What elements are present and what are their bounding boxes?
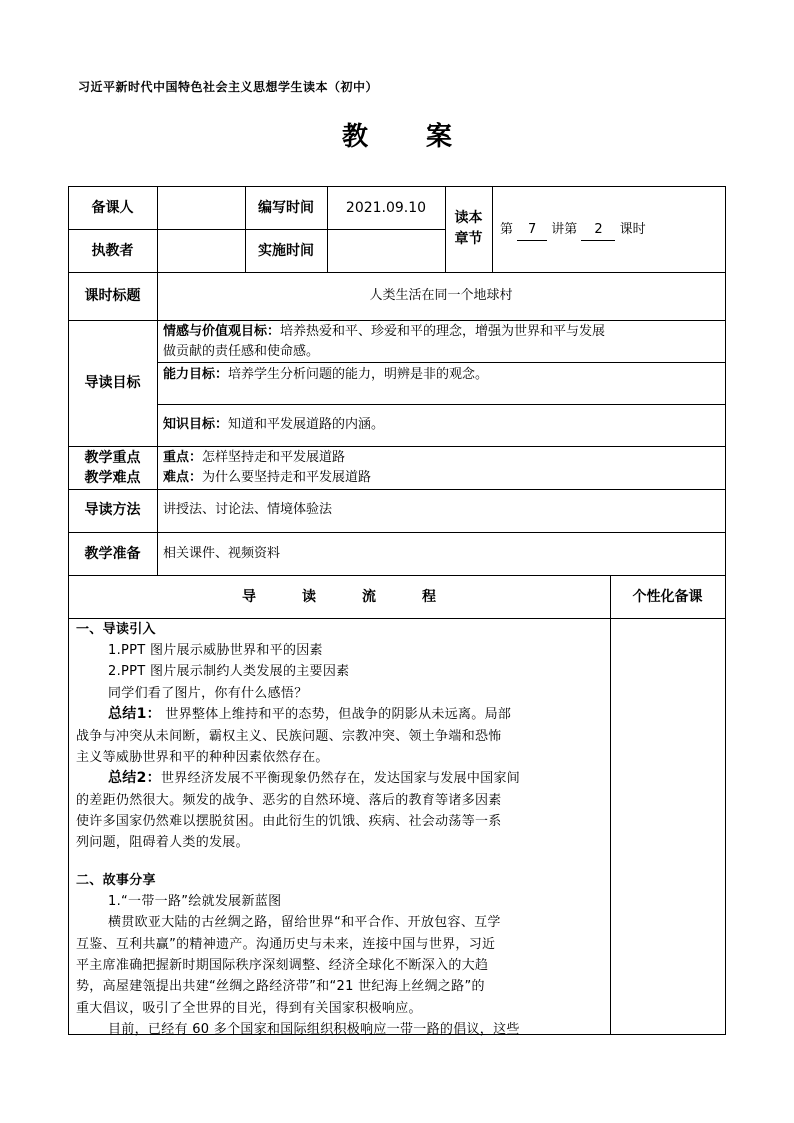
- preparer-label: 备课人: [91, 200, 134, 216]
- document-title: 教案: [341, 122, 510, 152]
- summary1-line2: 战争与冲突从未间断，霸权主义、民族问题、宗教冲突、领土争端和恐怖: [76, 729, 502, 744]
- difficult-point: [163, 468, 723, 488]
- row-divider: [68, 489, 726, 490]
- row-divider: [68, 272, 726, 273]
- row-divider: [68, 229, 445, 230]
- section2-title: 二、故事分享: [76, 873, 156, 888]
- summary2-line4: 列问题，阻碍着人类的发展。: [76, 835, 249, 850]
- key-point-label: 教学重点: [84, 450, 141, 466]
- methods-label: 导读方法: [84, 502, 141, 518]
- intro-item-1: 1.PPT 图片展示威胁世界和平的因素: [108, 643, 323, 658]
- ability-goal-text: 培养学生分析问题的能力，明辨是非的观念。: [228, 367, 489, 382]
- row-divider: [68, 532, 726, 533]
- summary2-label: 总结2：: [108, 770, 161, 786]
- knowledge-goal-text: 知道和平发展道路的内涵。: [228, 417, 385, 432]
- ability-goal-label: 能力目标：: [163, 367, 229, 382]
- row-divider: [68, 446, 726, 447]
- preparation-label: 教学准备: [84, 546, 141, 562]
- chapter-label-line2: 章节: [454, 231, 483, 247]
- table-border-top: [68, 186, 726, 187]
- intro-item-2: 2.PPT 图片展示制约人类发展的主要因素: [108, 664, 350, 679]
- difficult-point-text: 为什么要坚持走和平发展道路: [202, 470, 372, 485]
- summary2-line2: 的差距仍然很大。频发的战争、恶劣的自然环境、落后的教育等诸多因素: [76, 793, 502, 808]
- table-border-right: [725, 186, 726, 1034]
- row-divider: [68, 618, 726, 619]
- key-point-inline-label: 重点：: [163, 450, 203, 465]
- goals-label: 导读目标: [84, 375, 141, 391]
- summary1-label: 总结1：: [108, 706, 161, 722]
- story-title: 1.“一带一路”绘就发展新蓝图: [108, 894, 282, 909]
- document-subtitle: 习近平新时代中国特色社会主义思想学生读本（初中）: [78, 80, 379, 94]
- process-header: 导读流程: [242, 589, 482, 605]
- story-line6: 目前，已经有 60 多个国家和国际组织积极响应一带一路的倡议，这些: [108, 1022, 520, 1037]
- table-border-left: [68, 186, 69, 1034]
- row-divider: [68, 575, 726, 576]
- story-line3: 平主席准确把握新时期国际秩序深刻调整、经济全球化不断深入的大趋: [76, 958, 489, 973]
- difficult-point-label: 教学难点: [84, 470, 141, 486]
- difficult-point-inline-label: 难点：: [163, 470, 203, 485]
- preparation-value: 相关课件、视频资料: [163, 546, 281, 561]
- chapter-mid: 讲第: [551, 222, 578, 237]
- summary1-line3: 主义等威胁世界和平的种种因素依然存在。: [76, 750, 329, 765]
- emotion-goal-label: 情感与价值观目标：: [163, 324, 281, 339]
- teacher-label: 执教者: [91, 243, 134, 259]
- row-divider: [157, 404, 726, 405]
- intro-question: 同学们看了图片，你有什么感悟？: [108, 686, 308, 701]
- summary2-line3: 使许多国家仍然难以摆脱贫困。由此衍生的饥饿、疾病、社会动荡等一系: [76, 814, 502, 829]
- col-divider: [610, 575, 611, 1034]
- lesson-title-value: 人类生活在同一个地球村: [369, 288, 513, 303]
- summary2-text: 世界经济发展不平衡现象仍然存在，发达国家与发展中国家间: [160, 771, 521, 786]
- section1-title: 一、导读引入: [76, 622, 156, 637]
- story-line1: 横贯欧亚大陆的古丝绸之路，留给世界“和平合作、开放包容、互学: [108, 915, 501, 930]
- chapter-suffix: 课时: [619, 222, 646, 237]
- chapter-value: [500, 220, 720, 241]
- chapter-lecture-number: 7: [517, 220, 547, 241]
- chapter-label-line1: 读本: [454, 210, 483, 226]
- emotion-goal: [163, 322, 723, 362]
- emotion-goal-line1: 培养热爱和平、珍爱和平的理念，增强为世界和平与发展: [280, 324, 606, 339]
- summary1-line1: [108, 704, 511, 726]
- key-point: [163, 448, 723, 468]
- row-divider: [68, 320, 726, 321]
- col-divider: [157, 186, 158, 575]
- chapter-lesson-number: 2: [581, 220, 615, 241]
- lesson-title-label: 课时标题: [84, 288, 141, 304]
- personal-prep-header: 个性化备课: [632, 589, 703, 605]
- row-divider: [157, 362, 726, 363]
- write-time-label: 编写时间: [258, 200, 314, 216]
- emotion-goal-line2: 做贡献的责任感和使命感。: [163, 344, 320, 359]
- story-line4: 势，高屋建瓴提出共建“丝绸之路经济带”和“21 世纪海上丝绸之路”的: [76, 979, 485, 994]
- ability-goal: [163, 365, 723, 385]
- story-line5: 重大倡议，吸引了全世界的目光，得到有关国家积极响应。: [76, 1001, 422, 1016]
- chapter-prefix: 第: [500, 222, 514, 237]
- col-divider: [492, 186, 493, 272]
- knowledge-goal-label: 知识目标：: [163, 417, 229, 432]
- knowledge-goal: [163, 415, 723, 435]
- write-time-value: 2021.09.10: [345, 200, 427, 216]
- story-line2: 互鉴、互利共赢”的精神遗产。沟通历史与未来，连接中国与世界，习近: [76, 937, 496, 952]
- methods-value: 讲授法、讨论法、情境体验法: [163, 502, 333, 517]
- impl-time-label: 实施时间: [258, 243, 314, 259]
- summary1-text: 世界整体上维持和平的态势，但战争的阴影从未远离。局部: [165, 707, 512, 722]
- key-point-text: 怎样坚持走和平发展道路: [202, 450, 346, 465]
- summary2-line1: [108, 768, 520, 790]
